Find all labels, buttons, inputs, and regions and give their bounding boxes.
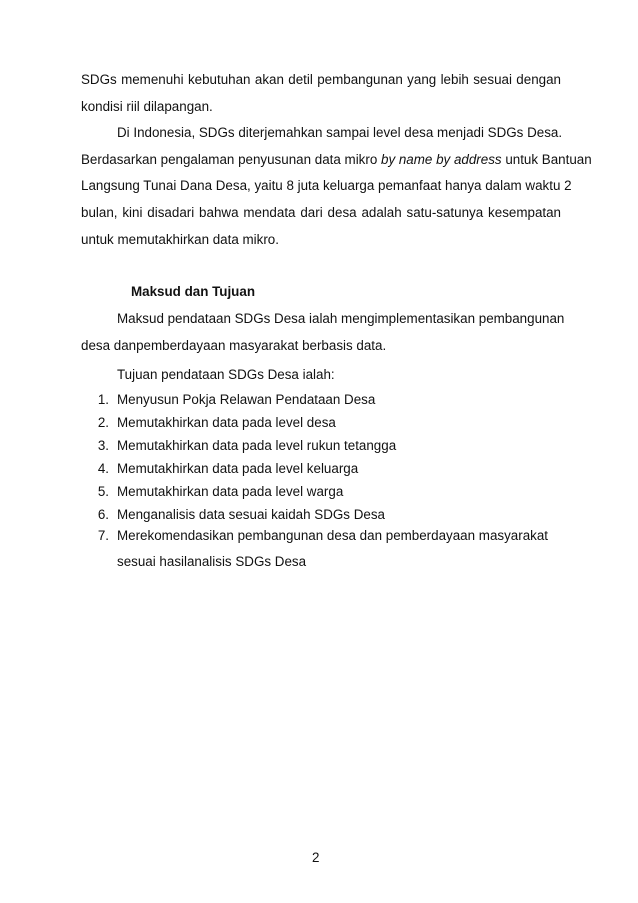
list-number: 4. — [97, 461, 109, 476]
text-span: untuk Bantuan — [501, 152, 592, 167]
text-span: Berdasarkan pengalaman penyusunan data mikro — [81, 152, 381, 167]
list-number: 2. — [97, 415, 109, 430]
list-text: Memutakhirkan data pada level keluarga — [117, 461, 359, 476]
list-text: Memutakhirkan data pada level desa — [117, 415, 336, 430]
paragraph-line: Di Indonesia, SDGs diterjemahkan sampai level desa menjadi SDGs Desa. — [117, 125, 563, 140]
list-number: 6. — [97, 507, 109, 522]
paragraph-line: Tujuan pendataan SDGs Desa ialah: — [117, 367, 335, 382]
list-text: Memutakhirkan data pada level rukun tetangga — [117, 438, 397, 453]
list-number: 3. — [97, 438, 109, 453]
paragraph-line: desa danpemberdayaan masyarakat berbasis data. — [81, 338, 387, 353]
italic-text: by name by address — [381, 152, 502, 167]
paragraph-line — [81, 151, 592, 169]
paragraph-line: SDGs memenuhi kebutuhan akan detil pembangunan yang lebih sesuai dengan — [81, 72, 561, 87]
list-number: 5. — [97, 484, 109, 499]
paragraph-line: untuk memutakhirkan data mikro. — [81, 232, 279, 247]
section-heading: Maksud dan Tujuan — [131, 284, 255, 299]
paragraph-line: Langsung Tunai Dana Desa, yaitu 8 juta keluarga pemanfaat hanya dalam waktu 2 — [81, 178, 572, 193]
list-text: Memutakhirkan data pada level warga — [117, 484, 344, 499]
paragraph-line: Maksud pendataan SDGs Desa ialah mengimplementasikan pembangunan — [117, 311, 565, 326]
page-number: 2 — [312, 850, 320, 865]
list-text: Menganalisis data sesuai kaidah SDGs Desa — [117, 507, 385, 522]
paragraph-line: bulan, kini disadari bahwa mendata dari desa adalah satu-satunya kesempatan — [81, 205, 561, 220]
list-number: 1. — [97, 392, 109, 407]
list-number: 7. — [97, 528, 109, 543]
list-text: Merekomendasikan pembangunan desa dan pemberdayaan masyarakat — [117, 528, 549, 543]
list-item-continuation: sesuai hasilanalisis SDGs Desa — [117, 554, 307, 569]
paragraph-line: kondisi riil dilapangan. — [81, 99, 213, 114]
list-text: Menyusun Pokja Relawan Pendataan Desa — [117, 392, 376, 407]
